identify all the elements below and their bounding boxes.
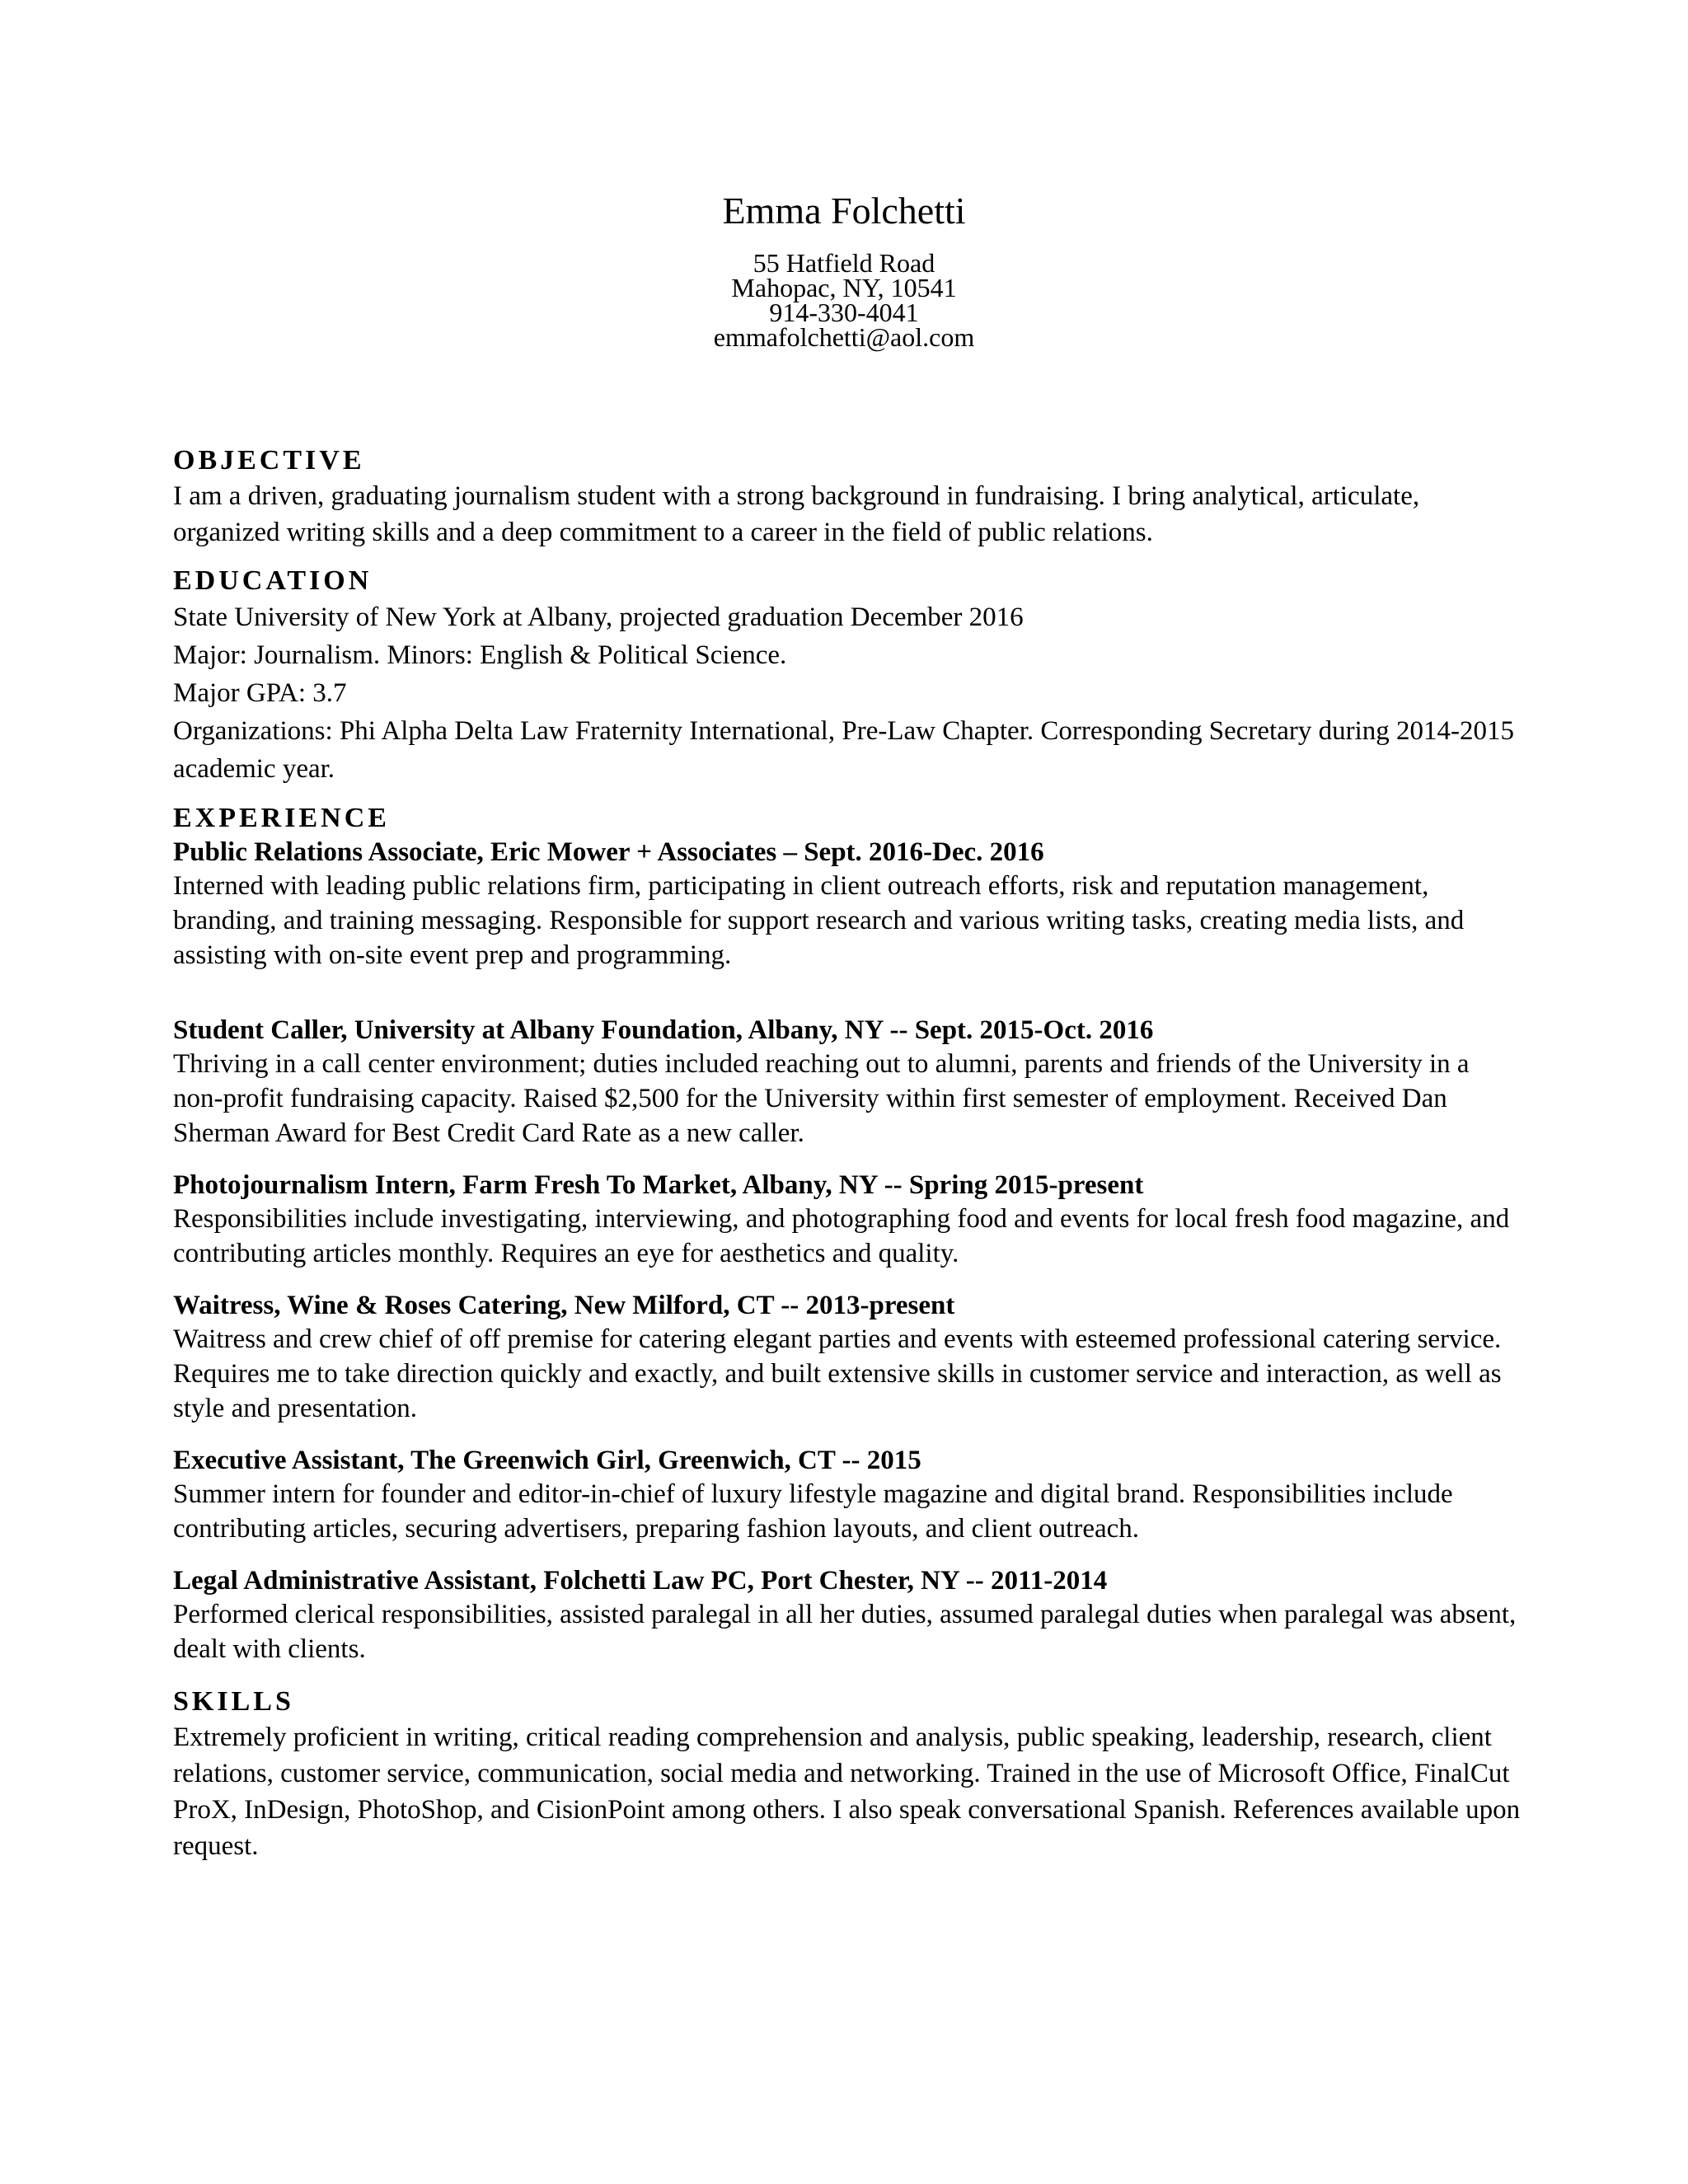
skills-section [173,1685,1525,1864]
job-description: Responsibilities include investigating, interviewing, and photographing food and events for local fresh food magazine, and contributing articles monthly. Requires an eye for aesthetics and quality. [173,1204,1510,1268]
education-section [173,564,1525,788]
experience-item [173,1564,1525,1666]
job-description: Summer intern for founder and editor-in-chief of luxury lifestyle magazine and digital brand. Responsibilities include contributing articles, securing advertisers, preparing fashion layouts, and client outreach. [173,1479,1453,1544]
resume-body [173,443,1525,1877]
job-title: Executive Assistant, The Greenwich Girl, Greenwich, CT -- 2015 [173,1446,921,1475]
experience-section [173,801,1525,1666]
experience-item [173,836,1525,972]
job-title: Photojournalism Intern, Farm Fresh To Market, Albany, NY -- Spring 2015-present [173,1170,1144,1200]
candidate-name: Emma Folchetti [722,190,966,232]
education-gpa: Major GPA: 3.7 [173,678,347,708]
email-address: emmafolchetti@aol.com [713,322,975,352]
experience-item [173,1444,1525,1546]
education-major: Major: Journalism. Minors: English & Political Science. [173,640,787,670]
phone-number: 914-330-4041 [769,298,919,327]
job-description: Thriving in a call center environment; duties included reaching out to alumni, parents and friends of the University in a non-profit fundraising capacity. Raised $2,500 for the University within first semester of employment. Received Dan Sherman Award for Best Credit Card Rate as a new caller. [173,1049,1470,1148]
resume-header [0,188,1688,352]
skills-heading: SKILLS [173,1686,294,1717]
education-heading: EDUCATION [173,565,373,596]
education-school: State University of New York at Albany, projected graduation December 2016 [173,602,1024,632]
job-title: Waitress, Wine & Roses Catering, New Milford, CT -- 2013-present [173,1291,955,1320]
objective-text: I am a driven, graduating journalism student with a strong background in fundraising. I bring analytical, articulate, organized writing skills and a deep commitment to a career in the field of public relations. [173,481,1420,547]
job-title: Legal Administrative Assistant, Folchetti Law PC, Port Chester, NY -- 2011-2014 [173,1566,1108,1596]
address-city: Mahopac, NY, 10541 [731,273,957,302]
experience-item [173,1289,1525,1426]
education-organizations: Organizations: Phi Alpha Delta Law Fraternity International, Pre-Law Chapter. Corresponding Secretary during 2014-2015 academic year. [173,716,1514,784]
experience-item [173,1014,1525,1151]
objective-section [173,443,1525,551]
job-title: Public Relations Associate, Eric Mower + Associates – Sept. 2016-Dec. 2016 [173,837,1044,867]
skills-text: Extremely proficient in writing, critical reading comprehension and analysis, public speaking, leadership, research, client relations, customer service, communication, social media and networking. Trained in the use of Microsoft Office, FinalCut ProX, InDesign, PhotoShop, and CisionPoint among others. I also speak conversational Spanish. References available upon request. [173,1722,1521,1861]
job-description: Interned with leading public relations firm, participating in client outreach efforts, risk and reputation management, branding, and training messaging. Responsible for support research and various writing tasks, creating media lists, and assisting with on-site event prep and programming. [173,871,1465,970]
job-description: Performed clerical responsibilities, assisted paralegal in all her duties, assumed paralegal duties when paralegal was absent, dealt with clients. [173,1600,1517,1664]
job-title: Student Caller, University at Albany Foundation, Albany, NY -- Sept. 2015-Oct. 2016 [173,1015,1154,1045]
job-description: Waitress and crew chief of off premise for catering elegant parties and events with esteemed professional catering service. Requires me to take direction quickly and exactly, and built extensive skills in customer service and interaction, as well as style and presentation. [173,1324,1502,1423]
experience-heading: EXPERIENCE [173,803,390,833]
address-street: 55 Hatfield Road [753,248,935,278]
objective-heading: OBJECTIVE [173,445,365,476]
experience-item [173,1169,1525,1271]
